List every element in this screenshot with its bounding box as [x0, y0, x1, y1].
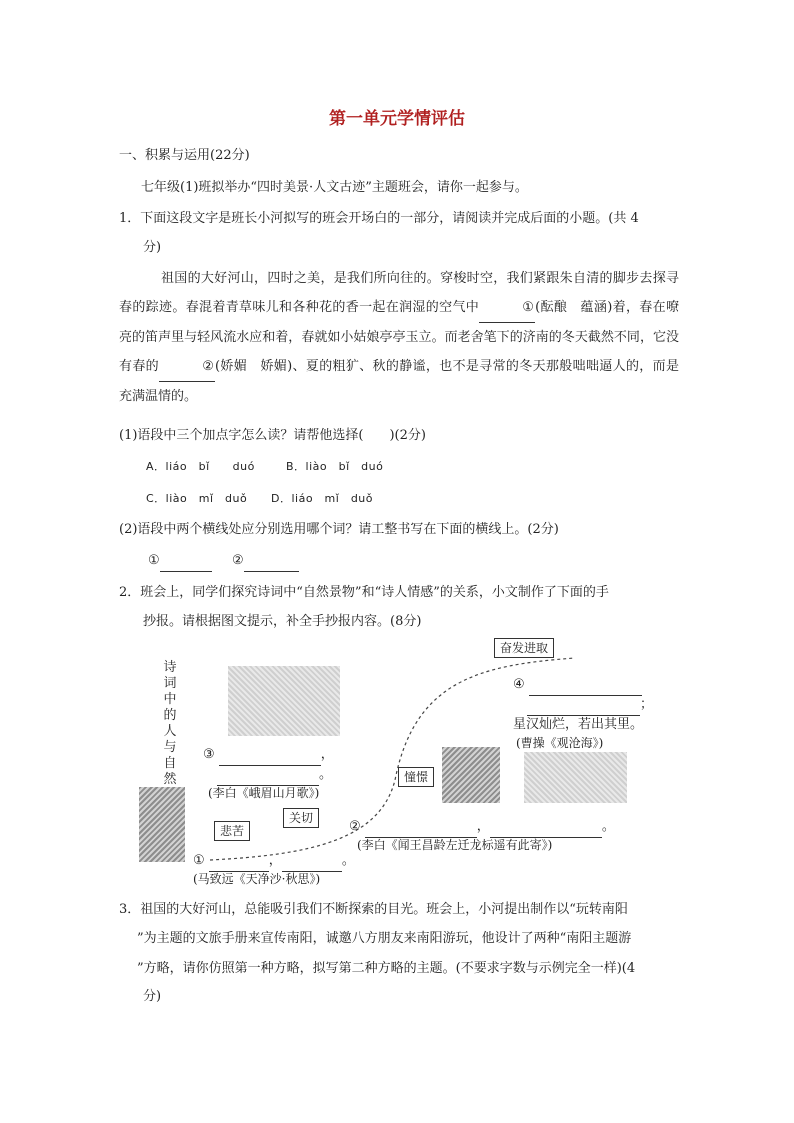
- item3-line2[interactable]: 。: [217, 765, 332, 786]
- q3-line1: 3．祖国的大好河山，总能吸引我们不断探索的目光。班会上，小河提出制作以“玩转南阳: [119, 902, 628, 917]
- passage-part-c: (娇媚 娇媚)、夏的粗犷、秋的静谧，也不是寻常的冬天那般咄咄逼人的，而是充满温情的。: [119, 359, 679, 404]
- q1-passage: [119, 264, 679, 411]
- q3-line3: ”方略，请你仿照第一种方略，拟写第二种方略的主题。(不要求字数与示例完全一样)(4: [137, 961, 636, 976]
- q1-stem-cont: 分): [143, 240, 162, 255]
- page-title: 第一单元学情评估: [329, 109, 465, 129]
- item4-given-line: 星汉灿烂，若出其里。: [513, 717, 644, 732]
- traveler-image: [442, 747, 500, 803]
- item3-line1[interactable]: ③ ，: [203, 745, 334, 766]
- item4-line2[interactable]: ；: [527, 695, 653, 716]
- emotion-box-fenfa: 奋发进取: [494, 638, 554, 658]
- item4-source: (曹操《观沧海》): [516, 736, 604, 750]
- passage-part-a: 祖国的大好河山，四时之美，是我们所向往的。穿梭时空，我们紧跟朱自清的脚步去探寻春的踪迹。春混着青草味儿和各种花的香一起在润湿的空气中: [119, 271, 679, 315]
- item2-source: (李白《闻王昌龄左迁龙标遥有此寄》): [357, 838, 553, 852]
- item2-line[interactable]: ② ， 。: [349, 817, 615, 838]
- emotion-box-chongjing: 憧憬: [398, 767, 434, 787]
- answer-line-1[interactable]: [148, 551, 212, 572]
- answer-2-label: ②: [232, 553, 244, 568]
- item1-line[interactable]: ① ， 。: [193, 851, 355, 872]
- item1-source: (马致远《天净沙·秋思》): [193, 872, 321, 886]
- section-heading: 一、积累与运用(22分): [119, 148, 250, 163]
- q1-sub2: (2)语段中两个横线处应分别选用哪个词？请工整书写在下面的横线上。(2分): [119, 522, 559, 537]
- option-b[interactable]: B．liào bǐ duó: [286, 460, 384, 473]
- option-d[interactable]: D．liáo mǐ duǒ: [271, 492, 374, 505]
- q3-line4: 分): [143, 989, 162, 1004]
- intro-text: 七年级(1)班拟举办“四时美景·人文古迹”主题班会，请你一起参与。: [141, 180, 528, 195]
- passage-blank-1: ①: [479, 293, 535, 323]
- passage-blank-2: ②: [159, 352, 215, 382]
- answer-line-2[interactable]: [232, 551, 299, 572]
- q2-stem: 2．班会上，同学们探究诗词中“自然景物”和“诗人情感”的关系，小文制作了下面的手: [119, 585, 609, 600]
- answer-1-label: ①: [148, 553, 160, 568]
- sea-image: [524, 752, 627, 803]
- option-c[interactable]: C．liào mǐ duǒ: [146, 492, 248, 505]
- option-a[interactable]: A．liáo bǐ duó: [146, 460, 255, 473]
- q1-stem: 1．下面这段文字是班长小河拟写的班会开场白的一部分，请阅读并完成后面的小题。(共 4: [119, 211, 639, 226]
- item4-line1[interactable]: ④: [513, 675, 642, 696]
- mountain-moon-image: [228, 666, 340, 736]
- q2-stem-cont: 抄报。请根据图文提示，补全手抄报内容。(8分): [143, 614, 422, 629]
- autumn-tree-image: [139, 787, 185, 862]
- poster-vertical-title: 诗 词 中 的 人 与 自 然: [163, 660, 177, 787]
- emotion-box-beiku: 悲苦: [214, 821, 250, 841]
- passage-part-b: (酝酿 蕴涵)着，春在嘹亮的笛声里与轻风流水应和着，春就如小姑娘亭亭玉立。而老舍笔下的济南的冬天截然不同，它没有春的: [119, 300, 679, 374]
- item3-source: (李白《峨眉山月歌》): [208, 786, 320, 800]
- q1-sub1: (1)语段中三个加点字怎么读？请帮他选择( )(2分): [119, 428, 426, 443]
- q3-line2: ”为主题的文旅手册来宣传南阳，诚邀八方朋友来南阳游玩，他设计了两种“南阳主题游: [137, 931, 632, 946]
- emotion-box-guanqie: 关切: [283, 808, 319, 828]
